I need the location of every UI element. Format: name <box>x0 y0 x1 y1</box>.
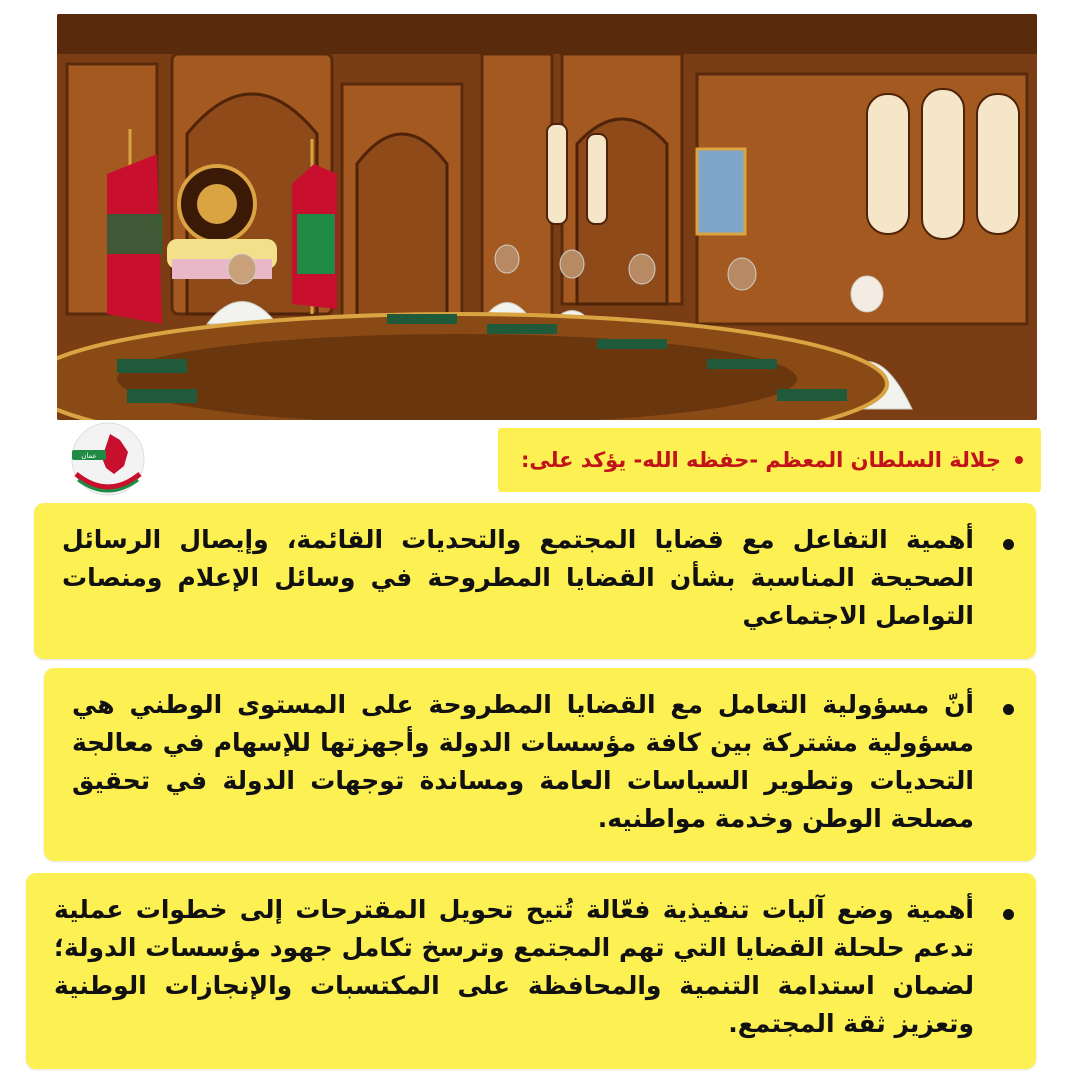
point-text-3: أهمية وضع آليات تنفيذية فعّالة تُتيح تحويل المقترحات إلى خطوات عملية تدعم حلحلة القضايا التي تهم المجتمع وترسخ تكامل جهود مؤسسات الدولة؛ لضمان استدامة التنمية والمحافظة على المكتسبات والإنجازات الوطنية وتعزيز ثقة المجتمع. <box>54 895 974 1038</box>
point-card-3 <box>26 873 1036 1069</box>
header-bar <box>498 428 1041 492</box>
point-card-2 <box>44 668 1036 861</box>
bullet-icon <box>1003 704 1014 715</box>
bullet-icon <box>1003 909 1014 920</box>
point-text-2: أنّ مسؤولية التعامل مع القضايا المطروحة على المستوى الوطني هي مسؤولية مشتركة بين كافة مؤسسات الدولة وأجهزتها للإسهام في معالجة التحديات وتطوير السياسات العامة ومساندة توجهات الدولة في تحقيق مصلحة الوطن وخدمة مواطنيه. <box>72 690 974 833</box>
logo-graphic <box>58 422 158 496</box>
meeting-photo <box>57 14 1037 420</box>
oman-map-logo <box>58 422 158 496</box>
logo-text: عمان <box>81 452 97 460</box>
point-text-1: أهمية التفاعل مع قضايا المجتمع والتحديات القائمة، وإيصال الرسائل الصحيحة المناسبة بشأن القضايا المطروحة في وسائل الإعلام ومنصات التواصل الاجتماعي <box>62 525 974 630</box>
point-card-1 <box>34 503 1036 659</box>
meeting-photo-illustration <box>57 14 1037 420</box>
bullet-icon <box>1003 539 1014 550</box>
header-bullet-icon <box>1015 456 1023 464</box>
header-title: جلالة السلطان المعظم -حفظه الله- يؤكد على: <box>520 448 1001 472</box>
